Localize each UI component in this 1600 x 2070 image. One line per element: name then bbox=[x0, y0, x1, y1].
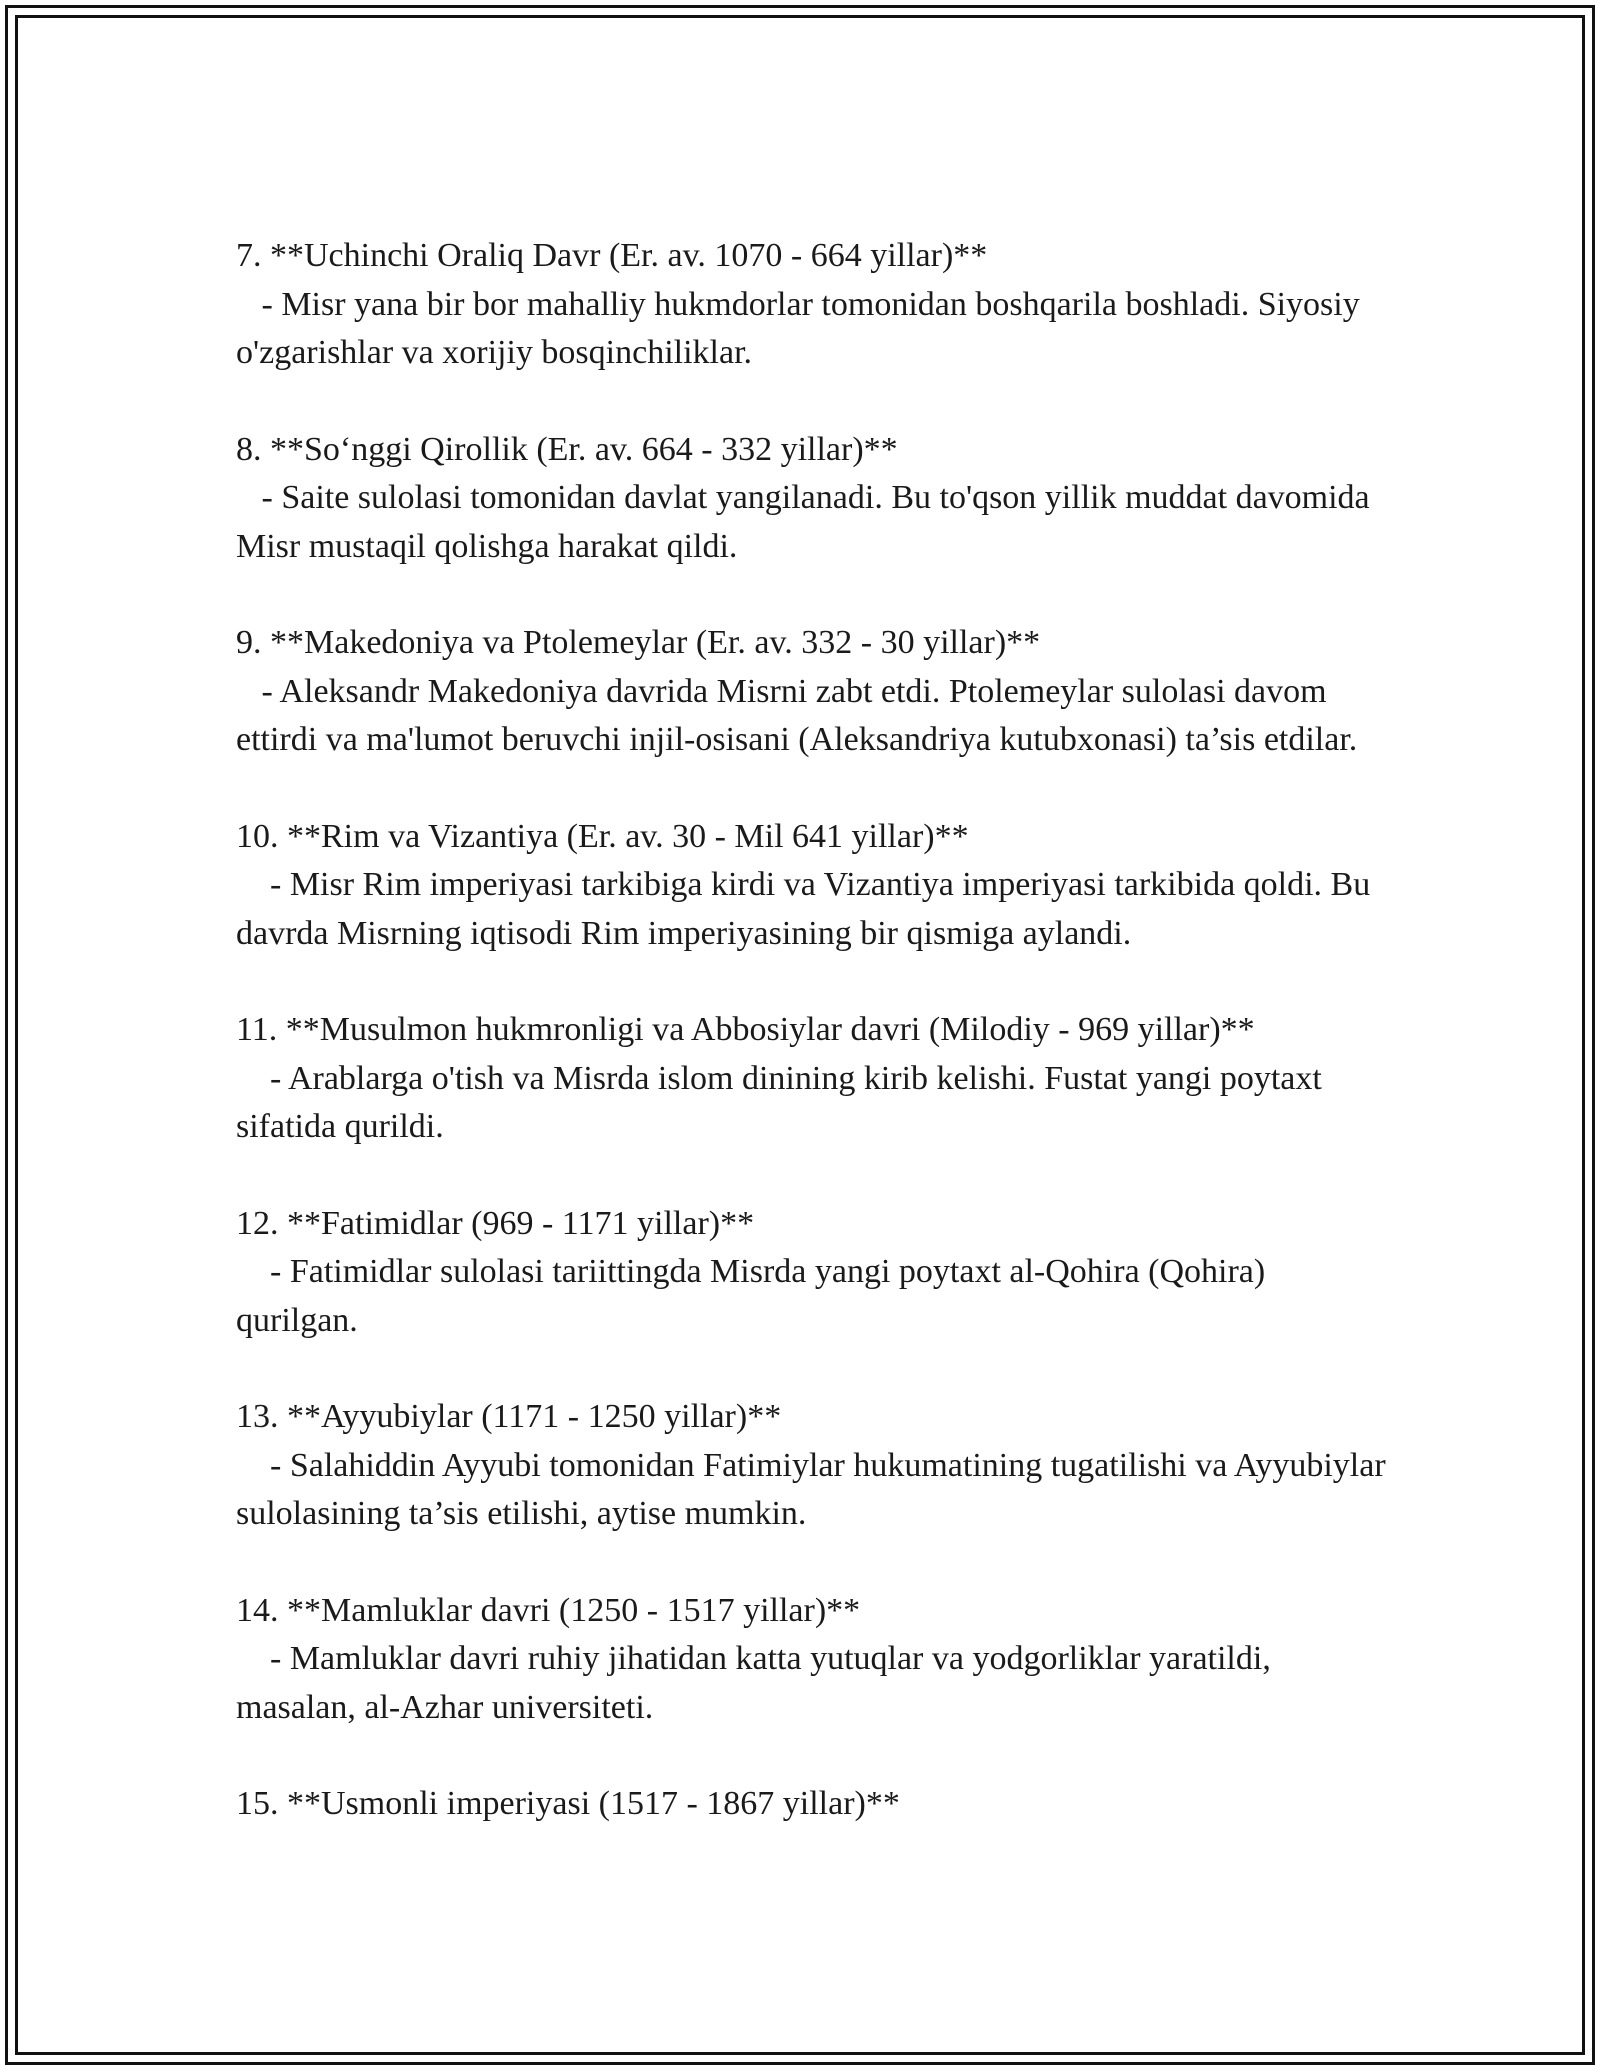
list-item bbox=[236, 232, 1386, 378]
list-item bbox=[236, 619, 1386, 765]
list-item bbox=[236, 1200, 1386, 1346]
entry-heading: 9. **Makedoniya va Ptolemeylar (Er. av. 332 - 30 yillar)** bbox=[236, 624, 1041, 661]
list-item bbox=[236, 1393, 1395, 1539]
entry-body: - Fatimidlar sulolasi tariittingda Misrda yangi poytaxt al-Qohira (Qohira) qurilgan. bbox=[236, 1253, 1274, 1339]
entry-body: - Misr Rim imperiyasi tarkibiga kirdi va Vizantiya imperiyasi tarkibida qoldi. Bu davrda Misrning iqtisodi Rim imperiyasining bir qismiga aylandi. bbox=[236, 866, 1379, 952]
entry-heading: 10. **Rim va Vizantiya (Er. av. 30 - Mil 641 yillar)** bbox=[236, 817, 969, 855]
entry-body: - Saite sulolasi tomonidan davlat yangilanadi. Bu to'qson yillik muddat davomida Misr mustaqil qolishga harakat qildi. bbox=[236, 479, 1379, 565]
entry-heading: 12. **Fatimidlar (969 - 1171 yillar)** bbox=[236, 1204, 755, 1242]
document-body bbox=[236, 232, 1395, 1877]
entry-body: - Salahiddin Ayyubi tomonidan Fatimiylar hukumatining tugatilishi va Ayyubiylar sulolasining ta’sis etilishi, aytise mumkin. bbox=[236, 1446, 1395, 1532]
entry-heading: 8. **So‘nggi Qirollik (Er. av. 664 - 332 yillar)** bbox=[236, 430, 898, 468]
entry-body: - Mamluklar davri ruhiy jihatidan katta yutuqlar va yodgorliklar yaratildi, masalan, al-Azhar universiteti. bbox=[236, 1640, 1280, 1726]
list-item bbox=[236, 1587, 1386, 1733]
entry-heading: 15. **Usmonli imperiyasi (1517 - 1867 yillar)** bbox=[236, 1785, 900, 1822]
list-item bbox=[236, 426, 1386, 572]
entry-body: - Arablarga o'tish va Misrda islom dinining kirib kelishi. Fustat yangi poytaxt sifatida qurildi. bbox=[236, 1059, 1331, 1145]
entry-heading: 13. **Ayyubiylar (1171 - 1250 yillar)** bbox=[236, 1398, 782, 1435]
list-item bbox=[236, 1006, 1386, 1152]
list-item bbox=[236, 813, 1386, 959]
entry-body: - Misr yana bir bor mahalliy hukmdorlar tomonidan boshqarila boshladi. Siyosiy o'zgarishlar va xorijiy bosqinchiliklar. bbox=[236, 285, 1369, 371]
entry-heading: 7. **Uchinchi Oraliq Davr (Er. av. 1070 - 664 yillar)** bbox=[236, 237, 988, 274]
entry-body: - Aleksandr Makedoniya davrida Misrni zabt etdi. Ptolemeylar sulolasi davom ettirdi va ma'lumot beruvchi injil-osisani (Aleksandriya kutubxonasi) ta’sis etdilar. bbox=[236, 672, 1358, 758]
list-item bbox=[236, 1780, 1386, 1829]
entry-heading: 14. **Mamluklar davri (1250 - 1517 yillar)** bbox=[236, 1591, 861, 1629]
entry-heading: 11. **Musulmon hukmronligi va Abbosiylar davri (Milodiy - 969 yillar)** bbox=[236, 1011, 1255, 1048]
